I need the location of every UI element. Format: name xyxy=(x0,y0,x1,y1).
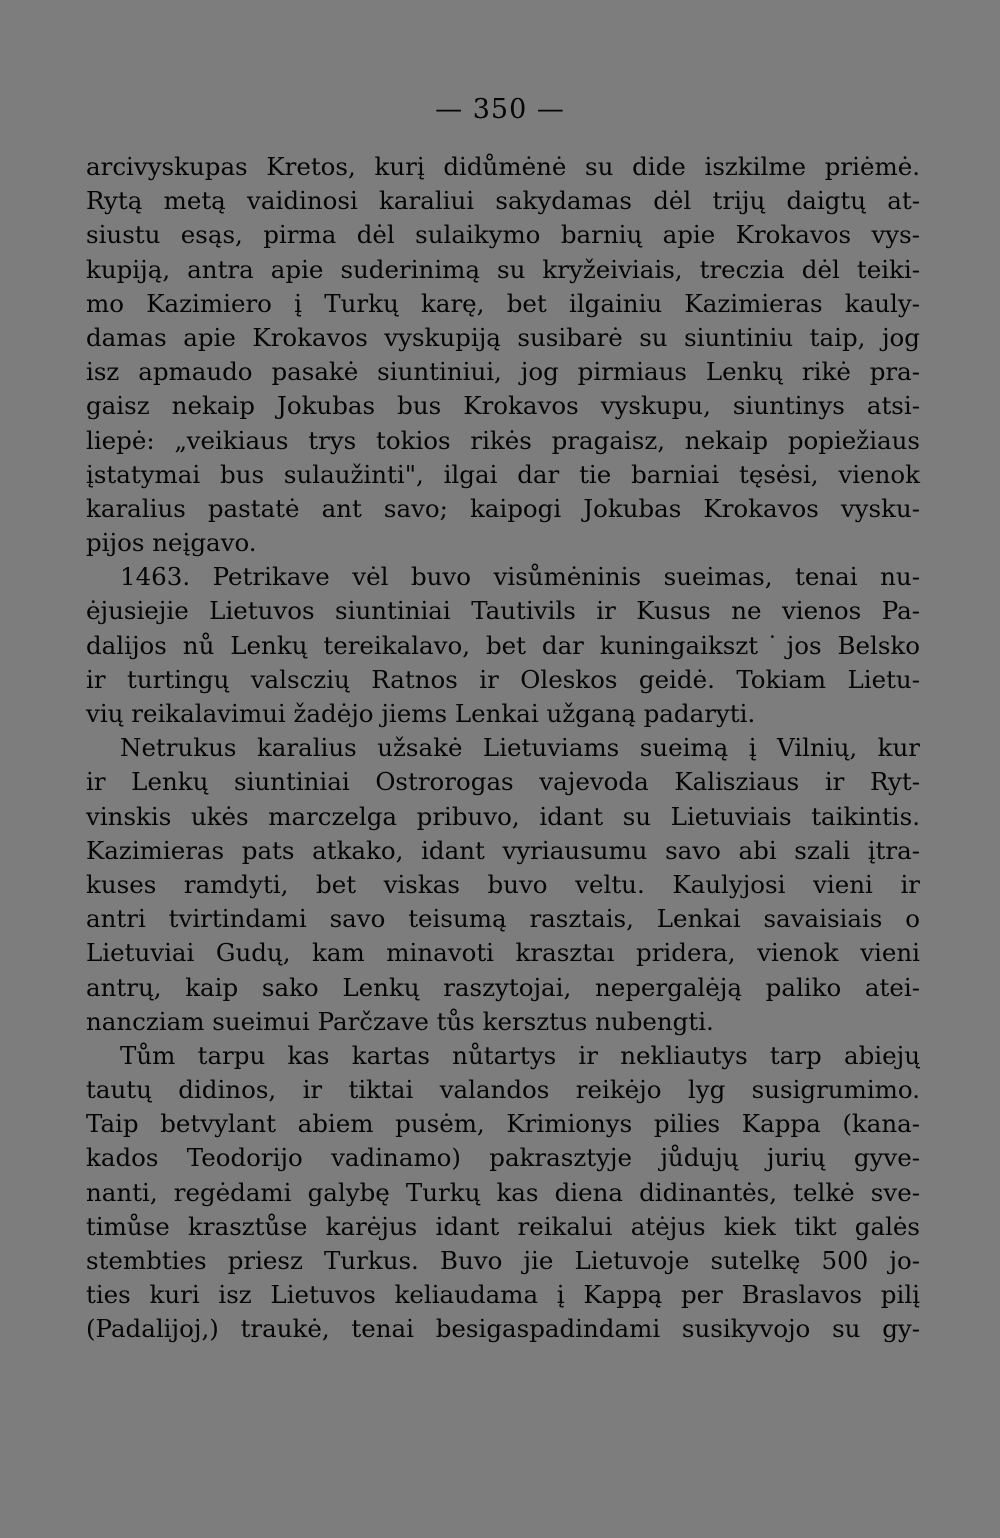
text-line: ties kuri isz Lietuvos keliaudama į Kappą per Braslavos pilį xyxy=(86,1280,920,1310)
text-line: Taip betvylant abiem pusėm, Krimionys pilies Kappa (kana- xyxy=(86,1109,920,1139)
text-line: kados Teodorijo vadinamo) pakrasztyje jůdujų jurių gyve- xyxy=(86,1143,920,1173)
text-line: ir turtingų valsczių Ratnos ir Oleskos geidė. Tokiam Lietu- xyxy=(86,664,920,694)
text-line: antri tvirtindami savo teisumą rasztais, Lenkai savaisiais o xyxy=(86,904,920,934)
text-line: stembties priesz Turkus. Buvo jie Lietuvoje sutelkę 500 jo- xyxy=(86,1246,920,1275)
text-line: vių reikalavimui žadėjo jiems Lenkai užganą padaryti. xyxy=(86,699,756,728)
text-line: dalijos nů Lenkų tereikalavo, bet dar kuningaikszt˙jos Belsko xyxy=(86,630,920,660)
text-line: (Padalijoj,) traukė, tenai besigaspadindami susikyvojo su gy- xyxy=(86,1314,920,1344)
text-line: Kazimieras pats atkako, idant vyriausumu savo abi szali įtra- xyxy=(86,835,920,865)
text-line: Rytą metą vaidinosi karaliui sakydamas dėl trijų daigtų at- xyxy=(86,186,920,216)
page-number: — 350 — xyxy=(435,94,565,125)
text-line: ėjusiejie Lietuvos siuntiniai Tautivils ir Kusus ne vienos Pa- xyxy=(86,596,920,626)
text-line: tautų didinos, ir tiktai valandos reikėjo lyg susigrumimo. xyxy=(86,1075,920,1105)
text-line: karalius pastatė ant savo; kaipogi Jokubas Krokavos vysku- xyxy=(86,493,920,523)
paragraph-first-line: Netrukus karalius užsakė Lietuviams sueimą į Vilnių, kur xyxy=(120,733,920,763)
text-line: nancziam sueimui Parčzave tůs kersztus nubengti. xyxy=(86,1006,714,1036)
text-line: siustu esąs, pirma dėl sulaikymo barnių apie Krokavos vys- xyxy=(86,220,920,250)
text-line: ir Lenkų siuntiniai Ostrorogas vajevoda Kalisziaus ir Ryt- xyxy=(86,767,920,797)
text-line: įstatymai bus sulaužinti", ilgai dar tie barniai tęsėsi, vienok xyxy=(86,459,920,489)
paragraph-first-line: Tům tarpu kas kartas nůtartys ir nekliautys tarp abiejų xyxy=(120,1040,920,1070)
text-line: liepė: „veikiaus trys tokios rikės pragaisz, nekaip popiežiaus xyxy=(86,425,920,455)
paragraph-first-line: 1463. Petrikave vėl buvo visůmėninis sueimas, tenai nu- xyxy=(120,562,920,592)
text-line: mo Kazimiero į Turkų karę, bet ilgainiu Kazimieras kauly- xyxy=(86,288,920,318)
text-line: pijos neįgavo. xyxy=(86,528,257,558)
text-line: gaisz nekaip Jokubas bus Krokavos vyskupu, siuntinys atsi- xyxy=(86,391,920,421)
text-line: kuses ramdyti, bet viskas buvo veltu. Kaulyjosi vieni ir xyxy=(86,869,920,899)
text-line: damas apie Krokavos vyskupiją susibarė su siuntiniu taip, jog xyxy=(86,322,920,352)
text-line: isz apmaudo pasakė siuntiniui, jog pirmiaus Lenkų rikė pra- xyxy=(86,357,920,387)
text-line: timůse krasztůse karėjus idant reikalui atėjus kiek tikt galės xyxy=(86,1211,920,1241)
text-line: nanti, regėdami galybę Turkų kas diena didinantės, telkė sve- xyxy=(86,1177,920,1207)
text-line: vinskis ukės marczelga pribuvo, idant su Lietuviais taikintis. xyxy=(86,801,920,831)
text-line: antrų, kaip sako Lenkų raszytojai, nepergalėją paliko atei- xyxy=(86,972,920,1002)
body-text xyxy=(86,150,920,1347)
text-line: kupiją, antra apie suderinimą su kryžeiviais, treczia dėl teiki- xyxy=(86,254,920,284)
text-line: arcivyskupas Kretos, kurį didůmėnė su dide iszkilme priėmė. xyxy=(86,152,920,181)
text-line: Lietuviai Gudų, kam minavoti krasztaı pridera, vienok vieni xyxy=(86,938,920,968)
